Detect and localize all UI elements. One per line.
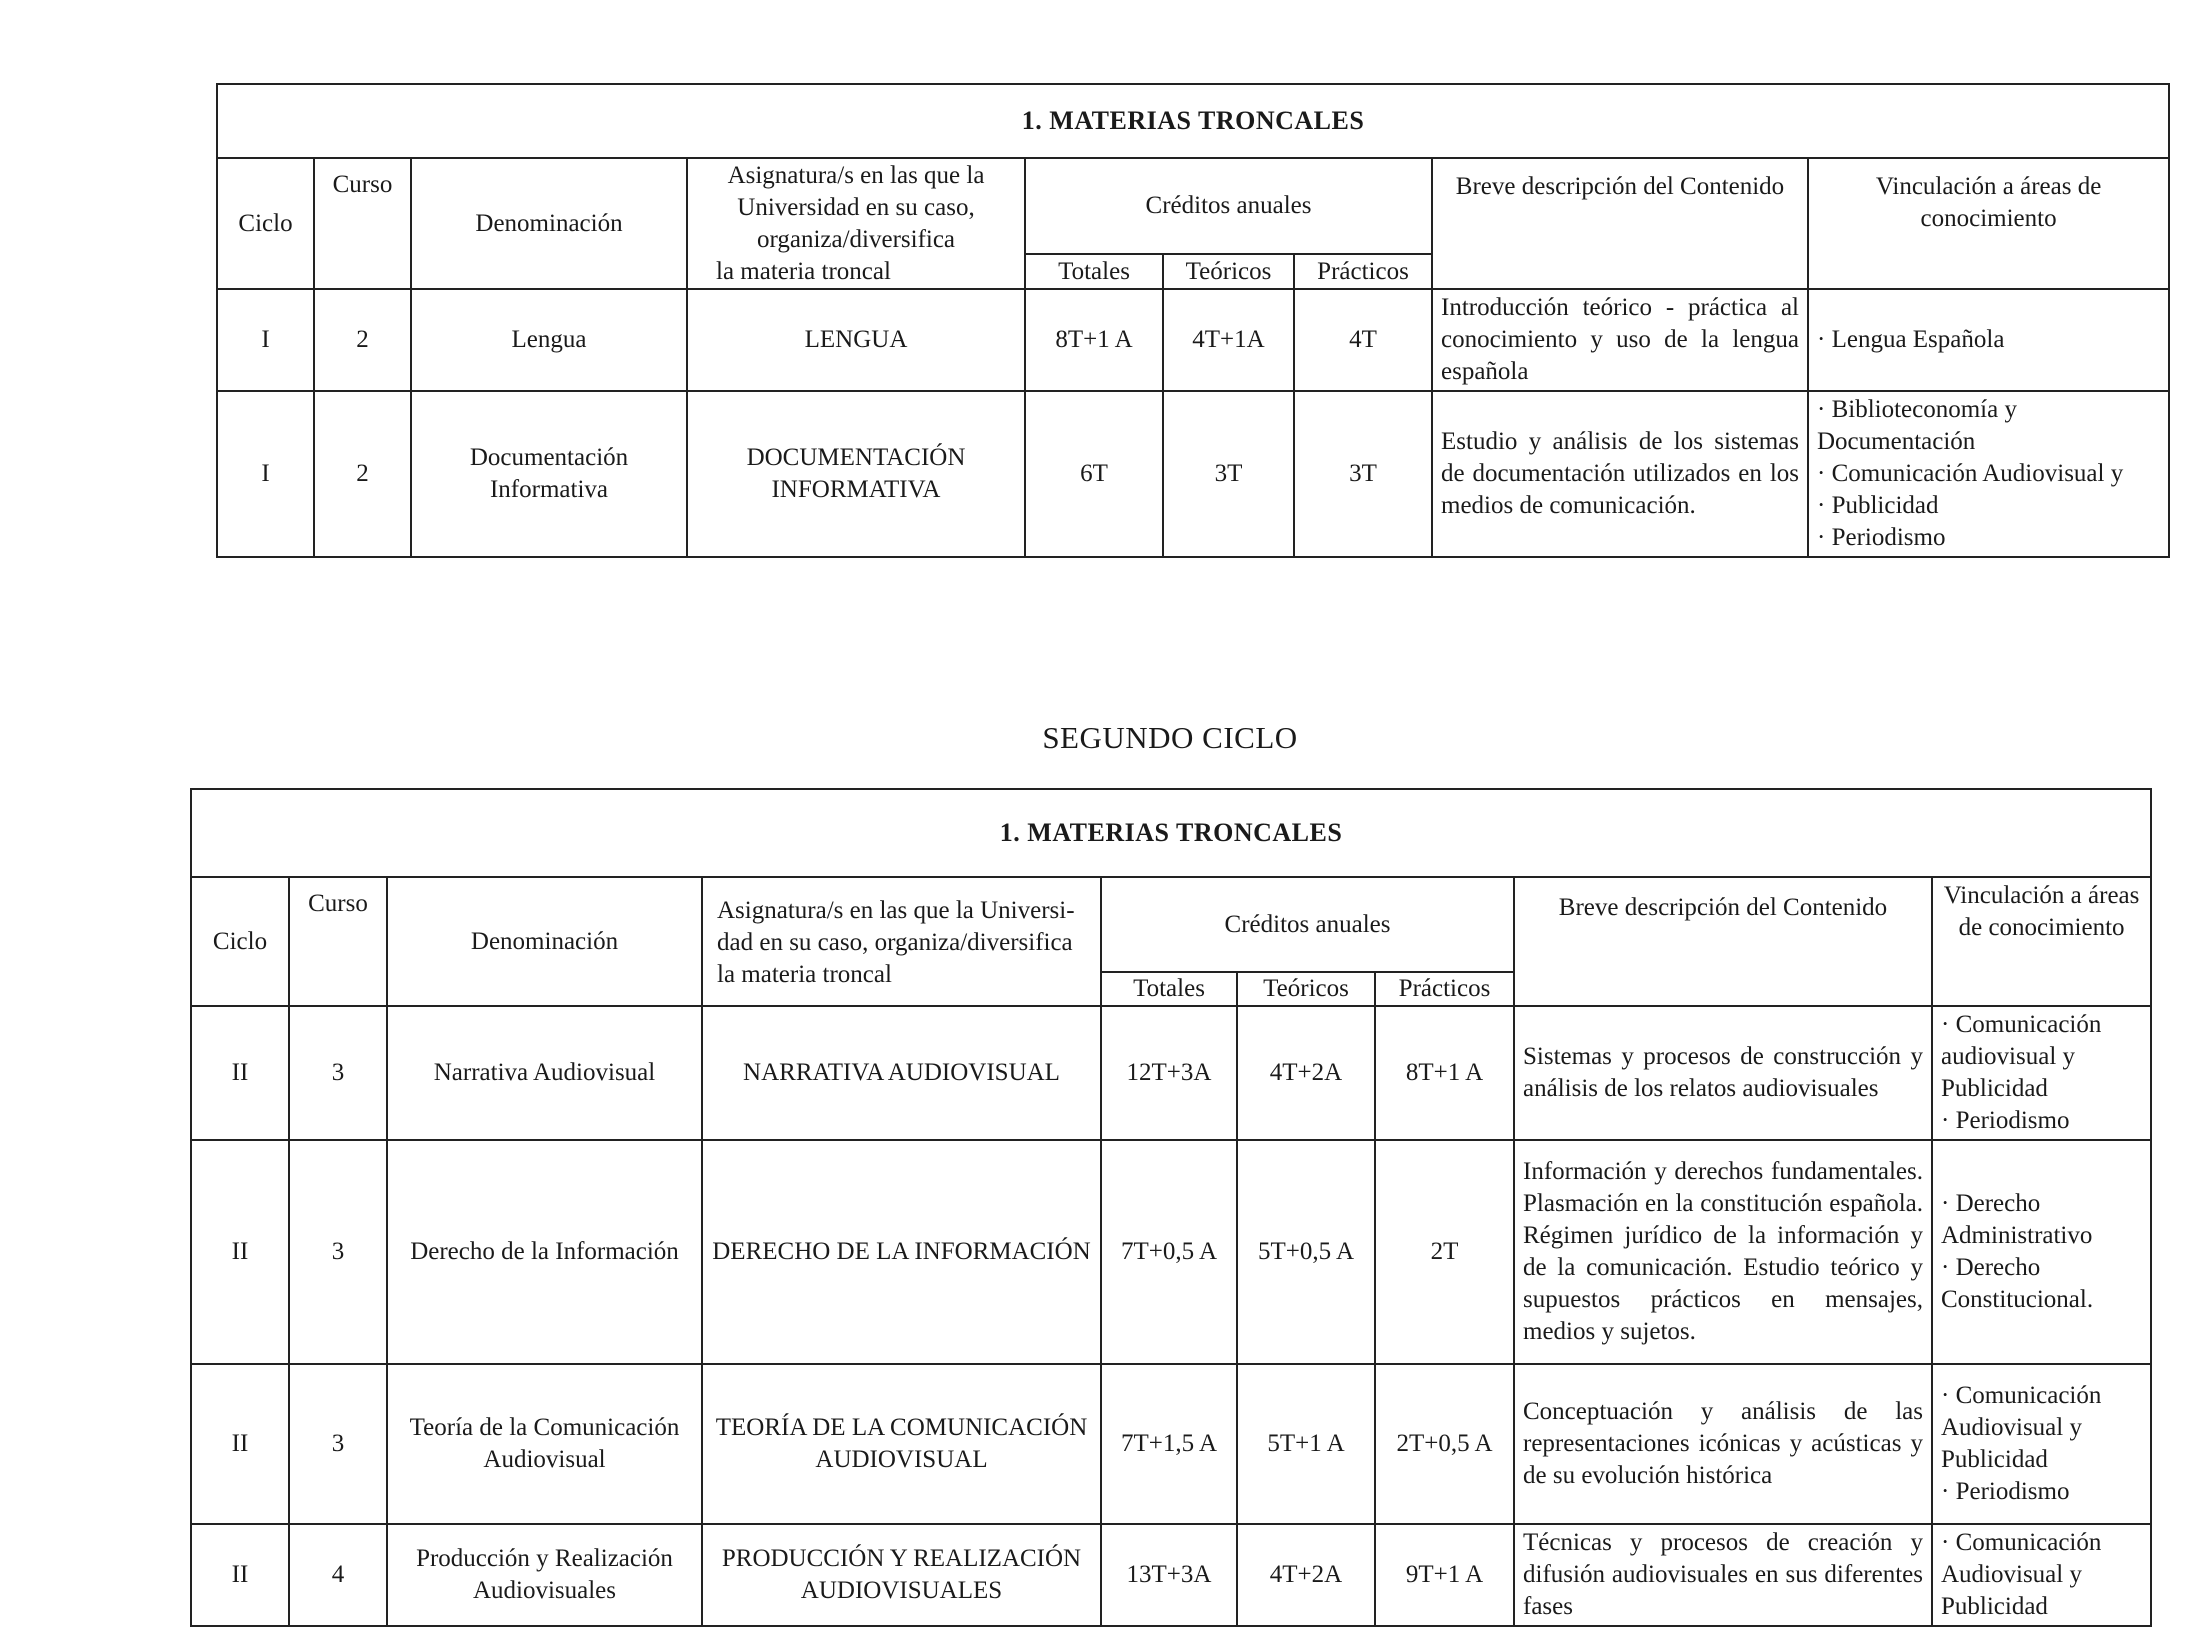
header-teoricos: Teóricos	[1163, 254, 1294, 289]
cell-teoricos: 4T+2A	[1237, 1524, 1375, 1626]
cell-teoricos: 4T+1A	[1163, 289, 1294, 391]
header-denominacion: Denominación	[387, 877, 702, 1006]
cell-totales: 7T+1,5 A	[1101, 1364, 1237, 1524]
area-item: · Comunicación Audiovisual y	[1817, 460, 2124, 487]
materias-troncales-table-1	[216, 83, 2170, 558]
cell-areas	[1932, 1140, 2151, 1364]
cell-denominacion: Narrativa Audiovisual	[387, 1006, 702, 1140]
cell-practicos: 2T	[1375, 1140, 1514, 1364]
cell-curso: 3	[289, 1364, 387, 1524]
cell-areas	[1932, 1364, 2151, 1524]
cell-asignatura: LENGUA	[687, 289, 1025, 391]
header-asignaturas-tail: la materia troncal	[716, 257, 891, 285]
cell-ciclo: II	[191, 1364, 289, 1524]
cell-curso: 3	[289, 1140, 387, 1364]
cell-denominacion: Lengua	[411, 289, 687, 391]
header-curso: Curso	[289, 877, 387, 1006]
cell-practicos: 4T	[1294, 289, 1432, 391]
cell-descripcion: Información y derechos fundamentales. Plasmación en la constitución española. Régimen jurídico de la información y de la comunicación. Estudio teórico y supuestos prácticos en mensajes, medios y sujetos.	[1514, 1140, 1932, 1364]
cell-asignatura: TEORÍA DE LA COMUNICACIÓN AUDIOVISUAL	[702, 1364, 1101, 1524]
cell-totales: 6T	[1025, 391, 1163, 557]
cell-curso: 4	[289, 1524, 387, 1626]
cell-practicos: 8T+1 A	[1375, 1006, 1514, 1140]
header-creditos: Créditos anuales	[1025, 158, 1432, 254]
cell-asignatura: DERECHO DE LA INFORMACIÓN	[702, 1140, 1101, 1364]
cell-teoricos: 5T+1 A	[1237, 1364, 1375, 1524]
header-descripcion: Breve descripción del Contenido	[1432, 158, 1808, 289]
area-item: · Periodismo	[1941, 1478, 2070, 1505]
cell-denominacion: Producción y Realización Audiovisuales	[387, 1524, 702, 1626]
cell-totales: 13T+3A	[1101, 1524, 1237, 1626]
header-denominacion: Denominación	[411, 158, 687, 289]
area-item: · Periodismo	[1817, 524, 1946, 551]
table-row	[191, 1364, 2151, 1524]
header-asignaturas-text: Asignatura/s en las que la Universidad en su caso, organiza/diversifica	[727, 161, 985, 253]
header-vinculacion: Vinculación a áreas de conocimiento	[1808, 158, 2169, 289]
header-ciclo: Ciclo	[191, 877, 289, 1006]
cell-teoricos: 5T+0,5 A	[1237, 1140, 1375, 1364]
cell-teoricos: 4T+2A	[1237, 1006, 1375, 1140]
cell-totales: 8T+1 A	[1025, 289, 1163, 391]
header-totales: Totales	[1025, 254, 1163, 289]
area-item: · Periodismo	[1941, 1107, 2070, 1134]
header-curso: Curso	[314, 158, 411, 289]
header-vinculacion: Vinculación a áreas de conocimiento	[1932, 877, 2151, 1006]
cell-curso: 2	[314, 289, 411, 391]
cell-areas	[1932, 1524, 2151, 1626]
header-totales: Totales	[1101, 972, 1237, 1006]
area-item: · Derecho Administrativo	[1941, 1190, 2093, 1249]
cell-asignatura: NARRATIVA AUDIOVISUAL	[702, 1006, 1101, 1140]
cell-practicos: 9T+1 A	[1375, 1524, 1514, 1626]
header-practicos: Prácticos	[1294, 254, 1432, 289]
cell-ciclo: I	[217, 289, 314, 391]
cell-denominacion: Documentación Informativa	[411, 391, 687, 557]
table-row	[217, 289, 2169, 391]
table-row	[191, 1140, 2151, 1364]
cell-totales: 7T+0,5 A	[1101, 1140, 1237, 1364]
cell-asignatura: DOCUMENTACIÓN INFORMATIVA	[687, 391, 1025, 557]
cell-denominacion: Derecho de la Información	[387, 1140, 702, 1364]
cell-ciclo: II	[191, 1524, 289, 1626]
area-item: · Lengua Española	[1817, 326, 2005, 353]
cell-curso: 2	[314, 391, 411, 557]
cell-practicos: 2T+0,5 A	[1375, 1364, 1514, 1524]
table-row	[191, 1524, 2151, 1626]
cell-teoricos: 3T	[1163, 391, 1294, 557]
cell-areas	[1932, 1006, 2151, 1140]
area-item: · Comunicación Audiovisual y Publicidad	[1941, 1529, 2102, 1620]
cell-descripcion: Conceptuación y análisis de las representaciones icónicas y acústicas y de su evolución histórica	[1514, 1364, 1932, 1524]
section-title: 1. MATERIAS TRONCALES	[217, 84, 2169, 158]
section-title: 1. MATERIAS TRONCALES	[191, 789, 2151, 877]
header-practicos: Prácticos	[1375, 972, 1514, 1006]
cell-totales: 12T+3A	[1101, 1006, 1237, 1140]
header-ciclo: Ciclo	[217, 158, 314, 289]
cell-practicos: 3T	[1294, 391, 1432, 557]
table-row	[191, 1006, 2151, 1140]
cell-areas	[1808, 391, 2169, 557]
cell-ciclo: I	[217, 391, 314, 557]
area-item: · Comunicación Audiovisual y Publicidad	[1941, 1382, 2102, 1473]
table-row	[217, 391, 2169, 557]
cell-areas	[1808, 289, 2169, 391]
segundo-ciclo-heading: SEGUNDO CICLO	[1042, 720, 1298, 755]
cell-ciclo: II	[191, 1006, 289, 1140]
header-asignaturas-text: Asignatura/s en las que la Universi-dad en su caso, organiza/diversifica	[717, 896, 1075, 956]
header-asignaturas	[702, 877, 1101, 1006]
area-item: · Biblioteconomía y Documentación	[1817, 396, 2017, 455]
header-asignaturas-tail: la materia troncal	[717, 960, 892, 988]
area-item: · Derecho Constitucional.	[1941, 1254, 2094, 1313]
cell-descripcion: Estudio y análisis de los sistemas de documentación utilizados en los medios de comunicación.	[1432, 391, 1808, 557]
cell-descripcion: Introducción teórico - práctica al conocimiento y uso de la lengua española	[1432, 289, 1808, 391]
cell-asignatura: PRODUCCIÓN Y REALIZACIÓN AUDIOVISUALES	[702, 1524, 1101, 1626]
area-item: · Comunicación audiovisual y Publicidad	[1941, 1011, 2102, 1102]
area-item: · Publicidad	[1817, 492, 1939, 519]
header-teoricos: Teóricos	[1237, 972, 1375, 1006]
cell-denominacion: Teoría de la Comunicación Audiovisual	[387, 1364, 702, 1524]
cell-curso: 3	[289, 1006, 387, 1140]
materias-troncales-table-2	[190, 788, 2152, 1627]
cell-ciclo: II	[191, 1140, 289, 1364]
header-creditos: Créditos anuales	[1101, 877, 1514, 972]
cell-descripcion: Sistemas y procesos de construcción y análisis de los relatos audiovisuales	[1514, 1006, 1932, 1140]
header-asignaturas	[687, 158, 1025, 289]
cell-descripcion: Técnicas y procesos de creación y difusión audiovisuales en sus diferentes fases	[1514, 1524, 1932, 1626]
header-descripcion: Breve descripción del Contenido	[1514, 877, 1932, 1006]
